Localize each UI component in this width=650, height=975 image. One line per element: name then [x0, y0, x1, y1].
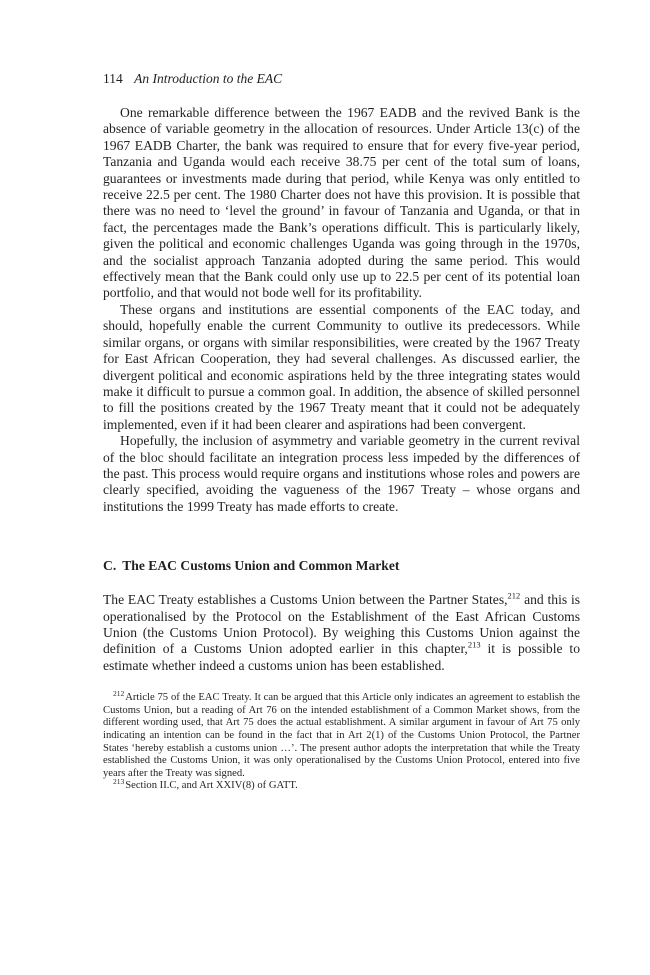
body-text: [103, 105, 580, 674]
section-title: The EAC Customs Union and Common Market: [122, 558, 400, 574]
section-letter: C.: [103, 558, 117, 574]
book-page: [103, 70, 580, 793]
footnote: [103, 776, 580, 793]
running-head: [103, 70, 580, 87]
body-paragraph: These organs and institutions are essential components of the EAC today, and should, hopefully enable the current Community to outlive its predecessors. While similar organs, or organs with similar responsibilities, were created by the 1967 Treaty for East African Cooperation, they had several challenges. As discussed earlier, the divergent political and economic aspirations held by the three integrating states would make it difficult to pursue a common goal. In addition, the absence of skilled personnel to fill the positions created by the 1967 Treaty meant that it could not be adequately implemented, even if it had been clearer and aspirations had been convergent.: [103, 301, 580, 432]
footnote-number: 212: [113, 688, 125, 698]
footnote-reference[interactable]: 213: [467, 639, 481, 650]
footnote-text: Article 75 of the EAC Treaty. It can be argued that this Article only indicates an agreement to establish the Customs Union, but a reading of Art 76 on the intended establishment of a Common Market shows, from the different wording used, that Art 75 does the actual establishment. A similar argument in favour of Art 75 only indicating an intention can be found in the fact that in Art 2(1) of the Customs Union Protocol, the Partner States ‘hereby establish a customs union …’. The present author adopts the interpretation that while the Treaty established the Customs Union, it was only operationalised by the Customs Union Protocol, entered into five years after the Treaty was signed.: [103, 692, 580, 779]
section-heading: [103, 557, 580, 574]
section-paragraph-text: it is possible to estimate whether indeed a customs union has been established.: [103, 641, 580, 673]
footnote: [103, 688, 580, 780]
section-paragraph-text: and this is operationalised by the Protocol on the Establishment of the East African Customs Union (the Customs Union Protocol). By weighing this Customs Union against the definition of a Customs Union adopted earlier in this chapter,: [103, 592, 581, 657]
page-number: 114: [103, 71, 123, 86]
body-paragraph: One remarkable difference between the 1967 EADB and the revived Bank is the absence of variable geometry in the allocation of resources. Under Article 13(c) of the 1967 EADB Charter, the bank was required to ensure that for every five-year period, Tanzania and Uganda would each receive 38.75 per cent of the total sum of loans, guarantees or investments made during that period, while Kenya was only entitled to receive 22.5 per cent. The 1980 Charter does not have this provision. It is possible that there was no need to ‘level the ground’ in favour of Tanzania and Uganda, or that in fact, the percentages made the Bank’s operations difficult. This is particularly likely, given the political and economic challenges Uganda was going through in the 1970s, and the socialist approach Tanzania adopted during the same period. This would effectively mean that the Bank could only use up to 22.5 per cent of its potential loan portfolio, and that would not bode well for its profitability.: [103, 105, 580, 301]
running-title: An Introduction to the EAC: [134, 71, 283, 86]
body-paragraph: Hopefully, the inclusion of asymmetry and variable geometry in the current revival of the bloc should facilitate an integration process less impeded by the differences of the past. This process would require organs and institutions whose roles and powers are clearly specified, avoiding the vagueness of the 1967 Treaty – whose organs and institutions the 1999 Treaty has made efforts to create.: [103, 433, 580, 514]
footnote-text: Section II.C, and Art XXIV(8) of GATT.: [125, 780, 298, 792]
footnotes: [103, 688, 580, 793]
section-paragraph: [103, 592, 580, 674]
footnote-number: 213: [113, 776, 125, 786]
section-paragraph-text: The EAC Treaty establishes a Customs Union between the Partner States,: [103, 592, 508, 608]
footnote-reference[interactable]: 212: [507, 590, 521, 601]
